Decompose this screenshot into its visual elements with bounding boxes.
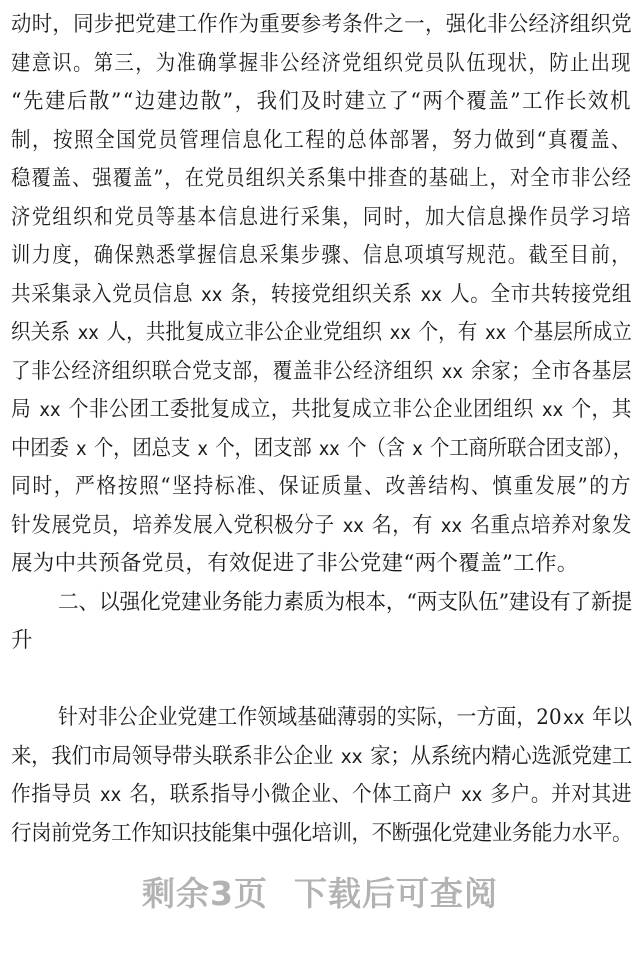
numeric-placeholder: xx xyxy=(342,513,364,537)
numeric-placeholder: x xyxy=(76,436,87,460)
numeric-placeholder: xx xyxy=(485,321,507,344)
text-line xyxy=(0,6,640,45)
paragraph-spacer xyxy=(0,661,640,700)
text-line xyxy=(0,622,640,661)
text-line xyxy=(0,122,640,161)
text-line-content: 升 xyxy=(11,628,33,653)
text-line xyxy=(0,699,640,738)
text-line xyxy=(0,738,640,777)
text-line xyxy=(0,430,640,469)
text-line xyxy=(0,237,640,276)
numeric-placeholder: xx xyxy=(420,282,442,306)
preview-footer xyxy=(0,872,640,916)
text-line xyxy=(0,353,640,392)
text-line xyxy=(0,276,640,315)
text-line-content: 建意识。第三，为准确掌握非公经济党组织党员队伍现状，防止出现 xyxy=(11,50,632,76)
text-line xyxy=(0,199,640,238)
text-line xyxy=(0,545,640,584)
text-line-content: 共采集录入党员信息 xx 条，转接党组织关系 xx 人。全市共转接党组 xyxy=(11,281,632,307)
numeric-placeholder: xx xyxy=(340,744,363,768)
text-line xyxy=(0,776,640,815)
text-line-content: 稳覆盖、强覆盖”，在党员组织关系集中排查的基础上，对全市非公经 xyxy=(11,166,632,191)
remaining-pages-label: 剩余3页 xyxy=(142,874,268,913)
text-line xyxy=(0,45,640,84)
text-line xyxy=(0,815,640,854)
numeric-placeholder: xx xyxy=(389,321,411,344)
numeric-placeholder: x xyxy=(197,436,208,460)
text-line xyxy=(0,83,640,122)
numeric-placeholder: xx xyxy=(440,513,463,537)
numeric-placeholder: xx xyxy=(541,398,564,421)
text-line-content: 了非公经济组织联合党支部，覆盖非公经济组织 xx 余家；全市各基层 xyxy=(11,358,632,384)
numeric-placeholder: xx xyxy=(100,783,122,806)
text-line-content: 中团委 x 个，团总支 x 个，团支部 xx 个（含 x 个工商所联合团支部）， xyxy=(11,435,632,461)
text-line-content: 动时，同步把党建工作作为重要参考条件之一，强化非公经济组织党 xyxy=(11,12,632,37)
text-line xyxy=(0,160,640,199)
download-hint-label: 下载后可查阅 xyxy=(293,874,498,913)
text-line-content: 局 xx 个非公团工委批复成立，共批复成立非公企业团组织 xx 个，其 xyxy=(11,397,632,422)
numeric-placeholder: xx xyxy=(563,706,585,729)
section-heading-line xyxy=(0,584,640,623)
numeric-placeholder: xx xyxy=(441,359,463,383)
text-line-content: 行岗前党务工作知识技能集中强化培训，不断强化党建业务能力水平。 xyxy=(11,820,632,846)
numeric-placeholder: xx xyxy=(201,282,223,306)
section-heading-text: 二、以强化党建业务能力素质为根本，“两支队伍”建设有了新提 xyxy=(58,589,632,615)
text-line xyxy=(0,314,640,353)
text-line-content: 针发展党员，培养发展入党积极分子 xx 名，有 xx 名重点培养对象发 xyxy=(11,512,632,538)
numeric-placeholder: xx xyxy=(77,321,99,344)
numeric-placeholder: xx xyxy=(461,783,483,806)
numeric-placeholder: x xyxy=(412,436,423,460)
text-line-content: 展为中共预备党员，有效促进了非公党建“两个覆盖”工作。 xyxy=(11,551,579,576)
text-line xyxy=(0,468,640,507)
text-line xyxy=(0,507,640,546)
text-line-content: 针对非公企业党建工作领域基础薄弱的实际，一方面，20xx 年以 xyxy=(58,705,632,730)
text-line-content: 织关系 xx 人，共批复成立非公企业党组织 xx 个，有 xx 个基层所成立 xyxy=(11,320,632,345)
text-line-content: 制，按照全国党员管理信息化工程的总体部署，努力做到“真覆盖、 xyxy=(11,127,632,153)
numeric-placeholder: xx xyxy=(318,436,340,460)
text-line xyxy=(0,391,640,430)
text-line-content: 来，我们市局领导带头联系非公企业 xx 家；从系统内精心选派党建工 xyxy=(11,743,632,769)
text-line-content: 作指导员 xx 名，联系指导小微企业、个体工商户 xx 多户。并对其进 xyxy=(11,782,632,807)
numeric-placeholder: xx xyxy=(39,398,61,421)
text-line-content: 济党组织和党员等基本信息进行采集，同时，加大信息操作员学习培 xyxy=(11,204,632,230)
text-line-content: 训力度，确保熟悉掌握信息采集步骤、信息项填写规范。截至目前， xyxy=(11,243,632,268)
text-line-content: “先建后散”“边建边散”，我们及时建立了“两个覆盖”工作长效机 xyxy=(11,89,632,114)
text-line-content: 同时，严格按照“坚持标准、保证质量、改善结构、慎重发展”的方 xyxy=(11,474,632,499)
